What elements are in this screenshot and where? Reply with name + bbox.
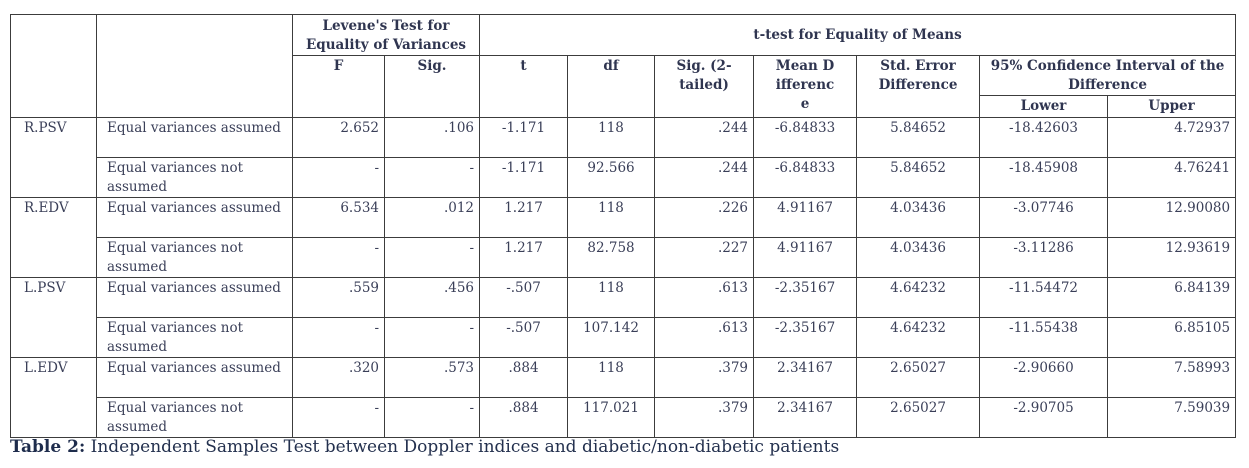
cell-ci-upper: 7.59039 [1108,398,1236,438]
cell-std-error: 5.84652 [857,158,980,198]
table-row [11,278,1236,318]
header-corner-cell [11,96,97,118]
cell-ci-lower: -3.07746 [980,198,1108,238]
cell-f: .559 [293,278,385,318]
cell-ci-lower: -18.42603 [980,118,1108,158]
row-label: Equal variances not assumed [97,318,293,358]
cell-mean-difference: 2.34167 [754,398,857,438]
col-header-lower: Lower [980,96,1108,118]
cell-mean-difference: 2.34167 [754,358,857,398]
table-caption [10,437,839,457]
caption-text: Independent Samples Test between Doppler indices and diabetic/non-diabetic patients [85,437,840,457]
cell-std-error: 5.84652 [857,118,980,158]
cell-sig: .012 [385,198,480,238]
independent-samples-test-table [10,14,1236,438]
row-label: Equal variances assumed [97,358,293,398]
cell-std-error: 4.64232 [857,318,980,358]
cell-f: - [293,398,385,438]
cell-std-error: 2.65027 [857,358,980,398]
cell-sig: .573 [385,358,480,398]
cell-f: - [293,238,385,278]
cell-t: -.507 [480,318,568,358]
cell-sig: - [385,398,480,438]
cell-sig-2-tailed: .379 [655,358,754,398]
cell-f: .320 [293,358,385,398]
cell-sig: .456 [385,278,480,318]
cell-mean-difference: -6.84833 [754,118,857,158]
col-header-upper: Upper [1108,96,1236,118]
col-header-t: t [480,56,568,118]
table-row [11,198,1236,238]
cell-std-error: 4.03436 [857,238,980,278]
cell-ci-upper: 6.85105 [1108,318,1236,358]
table-row [11,358,1236,398]
variable-name-cell: L.PSV [11,278,97,358]
row-label: Equal variances not assumed [97,398,293,438]
cell-std-error: 2.65027 [857,398,980,438]
header-corner-cell [11,56,97,96]
cell-df: 107.142 [568,318,655,358]
header-corner-cell [97,56,293,96]
cell-df: 82.758 [568,238,655,278]
table-row [11,318,1236,358]
cell-mean-difference: -6.84833 [754,158,857,198]
cell-mean-difference: 4.91167 [754,238,857,278]
cell-ci-upper: 4.72937 [1108,118,1236,158]
cell-f: - [293,318,385,358]
cell-sig: .106 [385,118,480,158]
cell-ci-lower: -3.11286 [980,238,1108,278]
col-header-sig: Sig. [385,56,480,118]
cell-ci-upper: 4.76241 [1108,158,1236,198]
cell-df: 118 [568,198,655,238]
cell-f: 6.534 [293,198,385,238]
cell-t: -.507 [480,278,568,318]
cell-f: - [293,158,385,198]
cell-sig: - [385,238,480,278]
levene-group-header: Levene's Test for Equality of Variances [293,15,480,56]
variable-name-cell: R.EDV [11,198,97,278]
cell-sig-2-tailed: .226 [655,198,754,238]
row-label: Equal variances assumed [97,118,293,158]
row-label: Equal variances not assumed [97,158,293,198]
cell-t: -1.171 [480,158,568,198]
cell-ci-lower: -11.55438 [980,318,1108,358]
row-label: Equal variances not assumed [97,238,293,278]
cell-sig-2-tailed: .613 [655,318,754,358]
cell-df: 118 [568,278,655,318]
col-header-std-error-difference: Std. Error Difference [857,56,980,118]
col-header-df: df [568,56,655,118]
cell-mean-difference: -2.35167 [754,278,857,318]
table-row [11,158,1236,198]
cell-std-error: 4.03436 [857,198,980,238]
cell-sig-2-tailed: .244 [655,158,754,198]
cell-f: 2.652 [293,118,385,158]
col-header-f: F [293,56,385,118]
cell-df: 118 [568,358,655,398]
cell-df: 118 [568,118,655,158]
header-corner-cell [97,15,293,56]
cell-ci-lower: -2.90705 [980,398,1108,438]
row-label: Equal variances assumed [97,278,293,318]
cell-sig-2-tailed: .379 [655,398,754,438]
cell-mean-difference: -2.35167 [754,318,857,358]
cell-sig: - [385,318,480,358]
variable-name-cell: R.PSV [11,118,97,198]
cell-std-error: 4.64232 [857,278,980,318]
ttest-group-header: t-test for Equality of Means [480,15,1236,56]
cell-t: .884 [480,398,568,438]
cell-ci-upper: 12.90080 [1108,198,1236,238]
cell-ci-upper: 7.58993 [1108,358,1236,398]
col-header-sig-2-tailed: Sig. (2-tailed) [655,56,754,118]
table-row [11,398,1236,438]
cell-sig-2-tailed: .227 [655,238,754,278]
variable-name-cell: L.EDV [11,358,97,438]
cell-sig-2-tailed: .613 [655,278,754,318]
cell-sig-2-tailed: .244 [655,118,754,158]
cell-mean-difference: 4.91167 [754,198,857,238]
cell-t: 1.217 [480,238,568,278]
table-row [11,238,1236,278]
cell-ci-upper: 6.84139 [1108,278,1236,318]
cell-t: -1.171 [480,118,568,158]
caption-label: Table 2: [10,437,86,457]
cell-df: 92.566 [568,158,655,198]
cell-t: 1.217 [480,198,568,238]
table-row [11,118,1236,158]
cell-df: 117.021 [568,398,655,438]
cell-t: .884 [480,358,568,398]
header-corner-cell [97,96,293,118]
row-label: Equal variances assumed [97,198,293,238]
cell-sig: - [385,158,480,198]
cell-ci-upper: 12.93619 [1108,238,1236,278]
cell-ci-lower: -18.45908 [980,158,1108,198]
header-corner-cell [11,15,97,56]
col-header-confidence-interval: 95% Confidence Interval of the Difference [980,56,1236,96]
col-header-mean-difference: Mean Differenc e [754,56,857,118]
cell-ci-lower: -2.90660 [980,358,1108,398]
cell-ci-lower: -11.54472 [980,278,1108,318]
